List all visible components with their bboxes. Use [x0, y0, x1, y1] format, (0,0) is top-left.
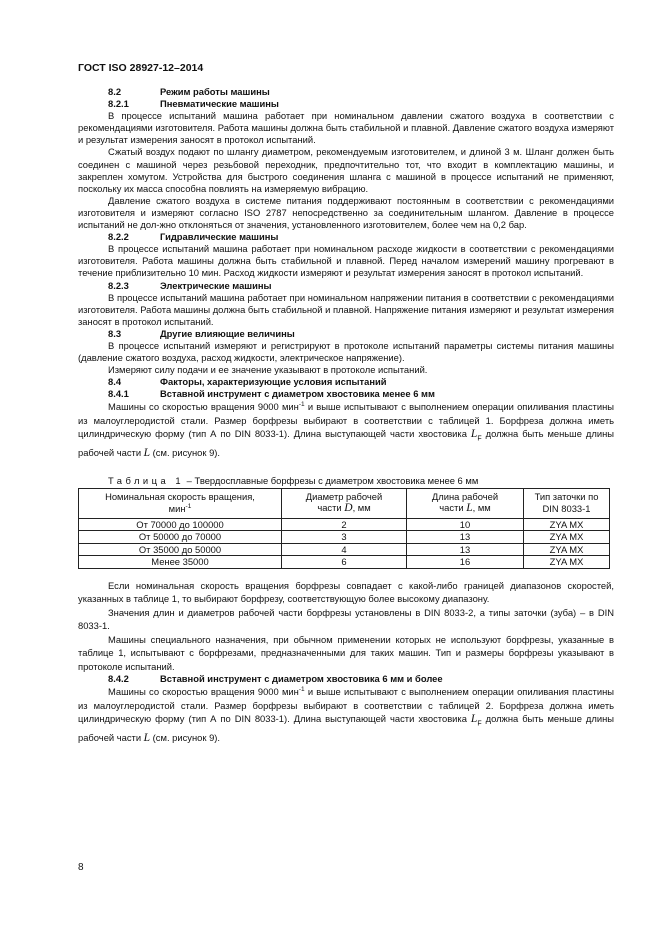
table-cell: ZYA MX: [524, 518, 610, 531]
paragraph: В процессе испытаний машина работает при номинальном напряжении питания в соответствии с рекомендациями изготовителя. Работа машины должна быть стабильной и плавной. Напряжение питания измеряют и результат измерения заносят в протокол испытаний.: [78, 291, 614, 327]
section-title: Вставной инструмент с диаметром хвостовика 6 мм и более: [160, 673, 443, 685]
table-caption-label: Таблица 1: [108, 474, 185, 486]
section-title: Пневматические машины: [160, 98, 279, 110]
table-cell: ZYA MX: [524, 556, 610, 569]
table-cell: ZYA MX: [524, 531, 610, 544]
math-symbol: L: [466, 502, 473, 515]
table-caption-dash: –: [184, 474, 195, 486]
header-text: Тип заточки по: [534, 491, 599, 503]
math-symbol: [470, 428, 482, 443]
text-run: и выше испытывают с выполнением операции опиливания пластины из малоуглеродистой стали. Размер борфрезы выбирают в соответствии с таблицей 1. Борфреза должна иметь цилиндрическую форму (тип А по DIN 8033-1). Длина выступающей части хвостовика: [78, 401, 615, 440]
text-run: должна быть меньше длины рабочей части: [78, 428, 614, 459]
paragraph: Давление сжатого воздуха в системе питания поддерживают постоянным в соответствии с рекомендациями изготовителя и измеряют согласно ISO 2787 непосредственно за соединительным шлангом. Давление в процессе испытаний не дол-жно отклоняться от значения, установленного изготовителем, более чем на 0,2 бар.: [78, 194, 614, 231]
table-row: [79, 518, 610, 531]
table-caption-text: Твердосплавные борфрезы с диаметром хвостовика менее 6 мм: [194, 474, 479, 486]
header-text: Диаметр рабочей: [305, 490, 383, 502]
section-title: Другие влияющие величины: [160, 327, 295, 339]
subscript: F: [477, 435, 482, 443]
section-heading-8-2: [78, 86, 614, 98]
table-cell: Менее 35000: [79, 556, 282, 569]
table-1: [78, 488, 610, 569]
header-cell-speed: [79, 488, 282, 518]
text-run: Машины со скоростью вращения 9000 мин: [108, 401, 299, 413]
header-cell-diameter: [282, 488, 407, 518]
paragraph: В процессе испытаний машина работает при номинальном давлении сжатого воздуха в соответствии с рекомендациями изготовителя. Работа машины должна быть стабильной и плавной. Давление сжатого воздуха измеряют и результат измерения заносят в протокол испытаний.: [78, 110, 614, 146]
text-run: (см. рисунок 9).: [150, 732, 221, 744]
table-cell: 2: [282, 518, 407, 531]
header-text: , мм: [352, 502, 371, 514]
section-number: 8.2.1: [108, 98, 129, 110]
paragraph: В процессе испытаний машина работает при номинальном расходе жидкости в соответствии с рекомендациями изготовителя. Работа машины должна быть стабильной и плавной. Перед началом измерений машину прогревают в течение приблизительно 10 мин. Расход жидкости измеряют и результат измерения заносят в протокол испытаний.: [78, 243, 614, 279]
header-text: , мм: [472, 502, 491, 514]
header-text: части: [317, 502, 345, 514]
section-heading-8-4-2: [78, 673, 614, 685]
document-header: ГОСТ ISO 28927-12–2014: [78, 62, 204, 74]
symbol-letter: L: [470, 428, 478, 441]
section-heading-8-3: [78, 328, 614, 340]
table-cell: 16: [407, 556, 524, 569]
paragraph: Значения длин и диаметров рабочей части борфрезы установлены в DIN 8033-2, а типы заточки (зуба) – в DIN 8033-1.: [78, 606, 614, 632]
document-body: [78, 86, 614, 746]
table-cell: 10: [407, 518, 524, 531]
section-number: 8.2.3: [108, 279, 129, 291]
header-text: Номинальная скорость вращения,: [105, 491, 255, 503]
subscript: F: [477, 720, 482, 728]
text-run: должна быть меньше длины рабочей части: [78, 713, 614, 744]
section-number: 8.4.1: [108, 388, 129, 400]
table-header-row: [79, 488, 610, 518]
table-cell: 3: [282, 531, 407, 544]
section-number: 8.2: [108, 86, 122, 97]
symbol-letter: L: [470, 713, 478, 726]
paragraph: В процессе испытаний измеряют и регистрируют в протоколе испытаний параметры системы питания машины (давление сжатого воздуха, расход жидкости, электрическое напряжение).: [78, 339, 614, 364]
paragraph: Если номинальная скорость вращения борфрезы совпадает с какой-либо границей диапазонов скоростей, указанных в таблице 1, то выбирают борфрезу, соответствующую более высокому диапазону.: [78, 579, 614, 605]
section-title: Вставной инструмент с диаметром хвостовика менее 6 мм: [160, 388, 435, 400]
superscript: -1: [298, 686, 305, 694]
paragraph: [78, 400, 614, 460]
table-row: [79, 556, 610, 569]
paragraph: Машины специального назначения, при обычном применении которых не используют борфрезы, указанные в таблице 1, испытывают с борфрезами, предназначенными для таких машин. Тип и размеры борфрезы указывают в протоколе испытаний.: [78, 633, 614, 672]
section-heading-8-4: [78, 376, 614, 388]
table-cell: 6: [282, 556, 407, 569]
table-cell: От 70000 до 100000: [79, 518, 282, 531]
text-run: Машины со скоростью вращения 9000 мин: [108, 686, 299, 698]
section-title: Режим работы машины: [160, 86, 270, 97]
table-row: [79, 543, 610, 556]
section-title: Электрические машины: [160, 279, 272, 291]
section-heading-8-4-1: [78, 388, 614, 400]
table-cell: От 50000 до 70000: [79, 531, 282, 544]
paragraph: Сжатый воздух подают по шлангу диаметром, рекомендуемым изготовителем, и длиной 3 м. Шланг должен быть соединен с машиной через резьбовой переходник, предпочтительно тот, что входит в комплектацию машины, и закреплен хомутом. Устройства для быстрого соединения шланга с машиной в процессе испытаний не применяют, поскольку их масса способна повлиять на измеряемую вибрацию.: [78, 146, 614, 194]
math-symbol: D: [344, 502, 353, 515]
section-heading-8-2-1: [78, 98, 614, 110]
table-row: [79, 531, 610, 544]
superscript: -1: [298, 401, 305, 409]
header-cell-grind-type: [524, 488, 610, 518]
paragraph: [78, 685, 614, 745]
header-cell-length: [407, 488, 524, 518]
section-heading-8-2-2: [78, 231, 614, 243]
math-symbol: L: [143, 732, 151, 745]
header-text: DIN 8033-1: [542, 502, 591, 514]
section-title: Факторы, характеризующие условия испытаний: [160, 376, 387, 388]
section-number: 8.2.2: [108, 231, 129, 243]
section-title: Гидравлические машины: [160, 231, 279, 243]
table-cell: 4: [282, 543, 407, 556]
table-cell: ZYA MX: [524, 543, 610, 556]
header-text: мин: [168, 502, 186, 514]
page-number: 8: [78, 862, 84, 873]
section-heading-8-2-3: [78, 280, 614, 292]
table-cell: 13: [407, 543, 524, 556]
table-cell: 13: [407, 531, 524, 544]
section-number: 8.3: [108, 327, 122, 339]
section-number: 8.4: [108, 376, 122, 388]
section-number: 8.4.2: [108, 673, 129, 685]
header-text: Длина рабочей: [431, 490, 499, 502]
spacer: [78, 569, 614, 579]
header-text: части: [439, 502, 467, 514]
math-symbol: L: [143, 447, 151, 460]
math-symbol: [470, 713, 482, 728]
superscript: -1: [185, 502, 192, 510]
text-run: (см. рисунок 9).: [150, 447, 221, 459]
paragraph: Измеряют силу подачи и ее значение указывают в протоколе испытаний.: [108, 364, 428, 376]
table-caption: [78, 475, 614, 487]
text-run: и выше испытывают с выполнением операции опиливания пластины из малоуглеродистой стали. Размер борфрезы выбирают в соответствии с таблицей 2. Борфреза должна иметь цилиндрическую форму (тип А по DIN 8033-1). Длина выступающей части хвостовика: [78, 686, 615, 725]
table-cell: От 35000 до 50000: [79, 543, 282, 556]
